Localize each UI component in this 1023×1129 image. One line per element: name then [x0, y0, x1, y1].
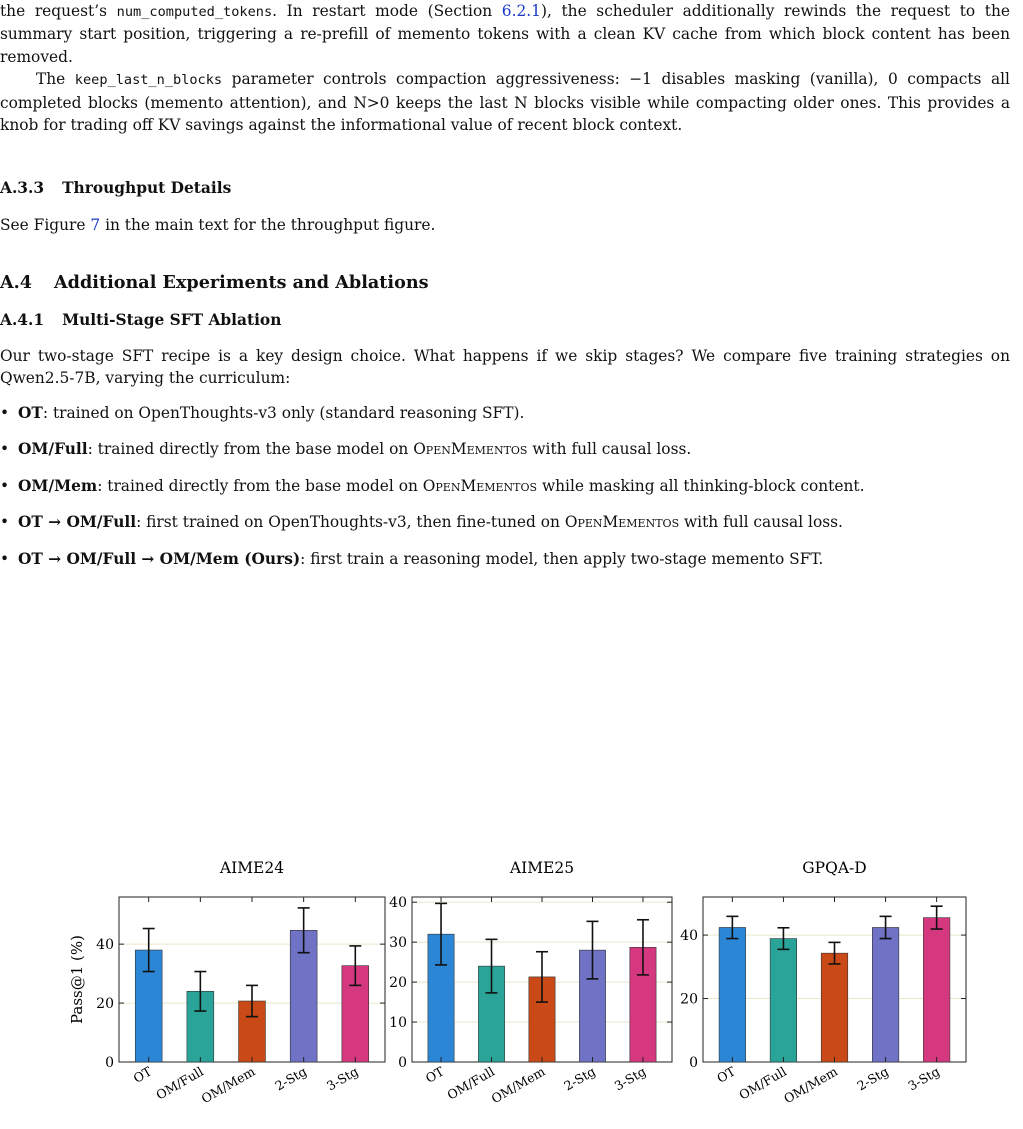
x-tick-label: 3-Stg: [611, 1063, 649, 1094]
section-number: A.3.3: [0, 179, 45, 198]
y-tick-label: 20: [680, 991, 698, 1008]
list-item: [0, 475, 1010, 497]
x-tick-label: OM/Full: [444, 1063, 498, 1103]
panel-title: GPQA-D: [802, 859, 867, 877]
dataset-name: OpenMementos: [564, 513, 680, 532]
strategy-term: OM/Mem: [18, 476, 98, 495]
section-ref-link[interactable]: 6.2.1: [501, 2, 541, 20]
text-span: parameter controls compaction aggressiveness: −1 disables masking (vanilla), 0 compacts all completed blocks (memento attention), and N>0 keeps the last N blocks visible while compacting older ones. This provides a knob for trading off KV savings against the informational value of recent block context.: [0, 70, 1010, 135]
strategy-desc: : trained directly from the base model on: [97, 476, 423, 495]
paragraph-ablation-intro: Our two-stage SFT recipe is a key design choice. What happens if we skip stages? We compare five training strategies on Qwen2.5-7B, varying the curriculum:: [0, 347, 1010, 388]
y-tick-label: 10: [389, 1015, 407, 1032]
panel-title: AIME24: [219, 859, 285, 877]
y-tick-label: 40: [680, 928, 698, 945]
ablation-figure: [0, 760, 1023, 1125]
paragraph-throughput: [0, 214, 1010, 236]
text-span: ), the scheduler additionally rewinds the request to the summary start position, triggering a re-prefill of memento tokens with a clean KV cache from which block content has been removed.: [0, 2, 1010, 66]
strategy-term: OT: [18, 403, 43, 422]
bullet-icon: •: [0, 549, 10, 568]
x-tick-label: 2-Stg: [272, 1063, 310, 1094]
section-heading-a41: [0, 309, 1010, 331]
strategy-term: OT → OM/Full: [18, 513, 137, 532]
paragraph-restart-mode: [0, 0, 1010, 68]
text-span: in the main text for the throughput figure.: [100, 215, 436, 234]
panel-title: AIME25: [509, 859, 575, 877]
bar: [821, 953, 848, 1062]
text-span: See Figure: [0, 215, 91, 234]
bar: [719, 927, 746, 1062]
text-span: . In restart mode (Section: [272, 2, 502, 20]
strategy-term: OM/Full: [18, 440, 88, 459]
text-span: The: [36, 70, 75, 89]
bar: [770, 939, 797, 1062]
text-span: the request’s: [0, 2, 117, 20]
bar: [872, 927, 899, 1062]
list-item: [0, 438, 1010, 460]
y-tick-label: 30: [389, 935, 407, 952]
dataset-name: OpenMementos: [422, 476, 538, 495]
section-title: Additional Experiments and Ablations: [54, 272, 429, 294]
strategy-desc: : first train a reasoning model, then apply two-stage memento SFT.: [300, 549, 824, 568]
y-tick-label: 20: [96, 996, 114, 1013]
bullet-icon: •: [0, 440, 10, 459]
code-num-computed-tokens: num_computed_tokens: [116, 4, 273, 20]
bullet-icon: •: [0, 476, 10, 495]
strategy-desc: while masking all thinking-block content.: [537, 476, 865, 495]
x-tick-label: 3-Stg: [905, 1063, 943, 1094]
x-tick-label: 2-Stg: [854, 1063, 892, 1094]
strategy-desc: with full causal loss.: [679, 513, 843, 532]
strategy-list: [0, 402, 1010, 570]
y-tick-label: 20: [389, 975, 407, 992]
paper-body: [0, 0, 1010, 570]
y-tick-label: 40: [389, 895, 407, 912]
list-item: [0, 548, 1010, 570]
strategy-term: OT → OM/Full → OM/Mem (Ours): [18, 549, 301, 568]
x-tick-label: OM/Mem: [781, 1063, 840, 1107]
strategy-desc: : trained directly from the base model on: [87, 440, 414, 459]
bar-chart: [0, 760, 1023, 1125]
y-tick-label: 0: [398, 1055, 407, 1071]
strategy-desc: : trained on OpenThoughts-v3 only (standard reasoning SFT).: [42, 403, 525, 422]
y-tick-label: 0: [689, 1055, 698, 1071]
bullet-icon: •: [0, 403, 10, 422]
x-tick-label: OM/Full: [736, 1063, 789, 1103]
figure-ref-link[interactable]: 7: [90, 215, 101, 234]
x-tick-label: OT: [714, 1063, 738, 1086]
dataset-name: OpenMementos: [413, 440, 528, 459]
bar: [923, 918, 950, 1062]
y-tick-label: 0: [105, 1055, 114, 1071]
y-tick-label: 40: [96, 937, 114, 954]
section-title: Throughput Details: [62, 179, 232, 198]
x-tick-label: 3-Stg: [324, 1063, 361, 1094]
y-axis-label: Pass@1 (%): [68, 934, 86, 1025]
list-item: [0, 402, 1010, 424]
strategy-desc: with full causal loss.: [527, 440, 692, 459]
strategy-desc: : first trained on OpenThoughts-v3, then fine-tuned on: [136, 513, 565, 532]
paragraph-keep-last-n-blocks: [0, 68, 1010, 136]
section-number: A.4: [0, 272, 33, 294]
bullet-icon: •: [0, 513, 10, 532]
list-item: [0, 511, 1010, 533]
x-tick-label: 2-Stg: [561, 1063, 598, 1094]
section-heading-a33: [0, 177, 1010, 199]
section-number: A.4.1: [0, 310, 45, 329]
x-tick-label: OT: [422, 1063, 447, 1086]
x-tick-label: OM/Full: [153, 1063, 206, 1103]
x-tick-label: OT: [130, 1063, 155, 1086]
section-title: Multi-Stage SFT Ablation: [62, 310, 282, 329]
x-tick-label: OM/Mem: [488, 1063, 548, 1107]
x-tick-label: OM/Mem: [198, 1063, 258, 1107]
code-keep-last-n-blocks: keep_last_n_blocks: [74, 72, 223, 89]
section-heading-a4: [0, 272, 1010, 294]
